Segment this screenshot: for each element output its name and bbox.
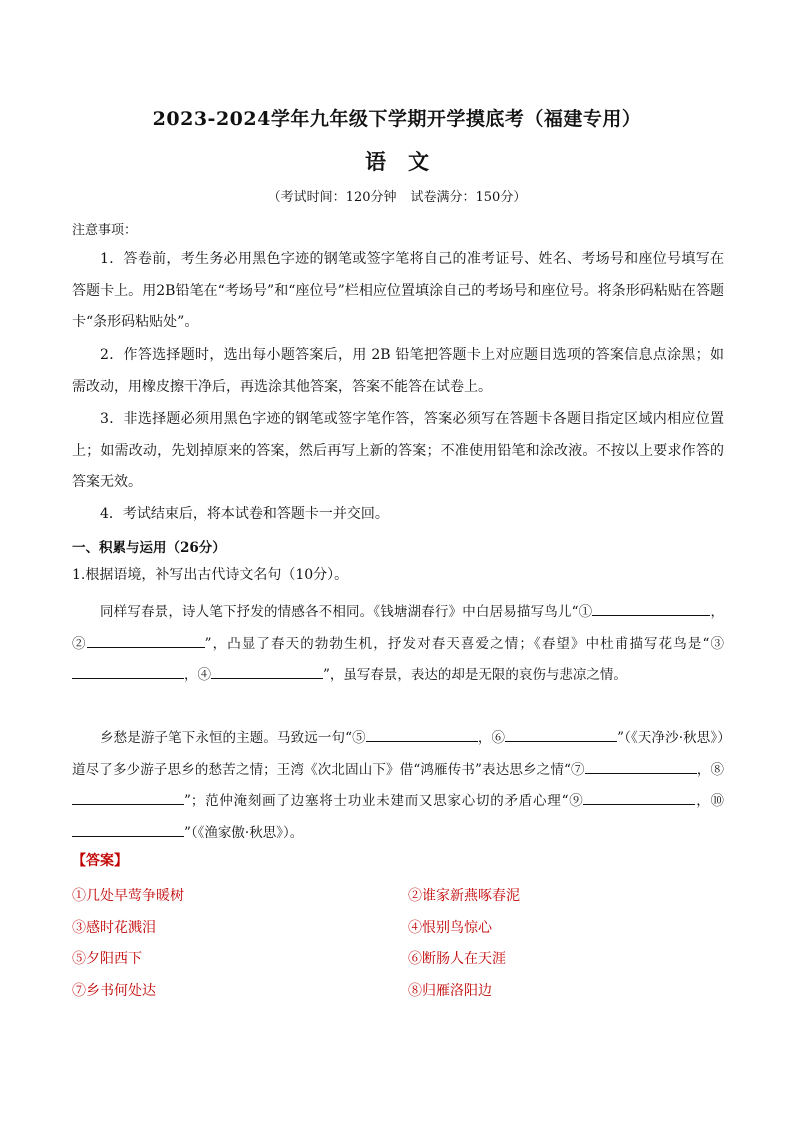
notice-item: 2．作答选择题时，选出每小题答案后，用 2B 铅笔把答题卡上对应题目选项的答案信息点涂黑；如需改动，用橡皮擦干净后，再选涂其他答案，答案不能答在试卷上。 <box>72 347 724 395</box>
answer-grid <box>72 882 724 1008</box>
fill-blank[interactable] <box>592 601 710 616</box>
section-title: 一、积累与运用（26分） <box>72 540 226 556</box>
text-segment: ，④ <box>184 667 211 683</box>
notice-item: 3．非选择题必须用黑色字迹的钢笔或签字笔作答，答案必须写在答题卡各题目指定区域内相应位置上；如需改动，先划掉原来的答案，然后再写上新的答案；不准使用铅笔和涂改液。不按以上要求作答的答案无效。 <box>72 411 724 490</box>
answer-item: ③感时花溅泪 <box>72 919 156 936</box>
answer-item: ⑧归雁洛阳边 <box>408 982 492 999</box>
answer-item: ⑥断肠人在天涯 <box>408 951 506 967</box>
exam-meta <box>0 186 794 205</box>
fill-blank[interactable] <box>87 633 205 648</box>
question-paragraph <box>72 597 724 692</box>
answer-label: 【答案】 <box>72 853 128 869</box>
fill-blank[interactable] <box>72 822 184 837</box>
subject-title: 语文 <box>365 149 451 174</box>
exam-title: 2023-2024学年九年级下学期开学摸底考（福建专用） <box>152 108 642 130</box>
answer-row <box>72 945 724 977</box>
answer-item: ⑤夕阳西下 <box>72 951 142 967</box>
fill-blank[interactable] <box>585 759 697 774</box>
text-segment: ，⑩ <box>695 793 724 809</box>
text-segment: ”（《渔家傲·秋思》）。 <box>184 824 304 841</box>
question-stem: 1.根据语境，补写出古代诗文名句（10分）。 <box>72 567 349 583</box>
text-segment: ，② <box>72 604 724 652</box>
notice-heading: 注意事项： <box>72 223 138 238</box>
fill-blank[interactable] <box>211 664 323 679</box>
notice-item: 1．答卷前，考生务必用黑色字迹的钢笔或签字笔将自己的准考证号、姓名、考场号和座位号填写在答题卡上。用2B铅笔在“考场号”和“座位号”栏相应位置填涂自己的考场号和座位号。将条形码粘贴在答题卡“条形码粘贴处”。 <box>72 251 724 330</box>
meta-open-paren: （ <box>267 190 281 205</box>
text-segment: 乡愁是游子笔下永恒的主题。马致远一句“⑤ <box>100 730 366 746</box>
fill-blank[interactable] <box>583 790 695 805</box>
fill-blank[interactable] <box>366 727 478 742</box>
text-segment: ”；范仲淹刻画了边塞将士功业未建而又思家心切的矛盾心理“⑨ <box>184 793 584 809</box>
text-segment: ”，凸显了春天的勃勃生机，抒发对春天喜爱之情；《春望》中杜甫描写花鸟是“③ <box>204 635 724 652</box>
question-paragraph <box>72 723 724 849</box>
fill-blank[interactable] <box>72 664 184 679</box>
text-segment: ”，虽写春景，表达的却是无限的哀伤与悲凉之情。 <box>323 667 627 683</box>
fill-blank[interactable] <box>505 727 617 742</box>
exam-time: 考试时间：120分钟 <box>280 190 397 205</box>
text-segment: ”（《天净沙·秋思》）道尽了多少游子思乡的愁苦之情；王湾《次北固山下》借“鸿雁传书”表达思乡之情“⑦ <box>72 730 724 778</box>
notice-item: 4．考试结束后，将本试卷和答题卡一并交回。 <box>100 506 389 522</box>
answer-row <box>72 882 724 914</box>
answer-item: ④恨别鸟惊心 <box>408 919 492 936</box>
answer-item: ⑦乡书何处达 <box>72 982 156 999</box>
text-segment: ，⑧ <box>696 761 724 778</box>
text-segment: ，⑥ <box>477 730 506 746</box>
answer-row <box>72 977 724 1009</box>
exam-score: 试卷满分：150分 <box>410 190 514 205</box>
meta-close-paren: ） <box>513 190 527 205</box>
text-segment: 同样写春景，诗人笔下抒发的情感各不相同。《钱塘湖春行》中白居易描写鸟儿“① <box>100 604 593 620</box>
answer-item: ②谁家新燕啄春泥 <box>408 888 520 904</box>
fill-blank[interactable] <box>72 790 184 805</box>
answer-item: ①几处早莺争暖树 <box>72 888 184 904</box>
answer-row <box>72 914 724 946</box>
